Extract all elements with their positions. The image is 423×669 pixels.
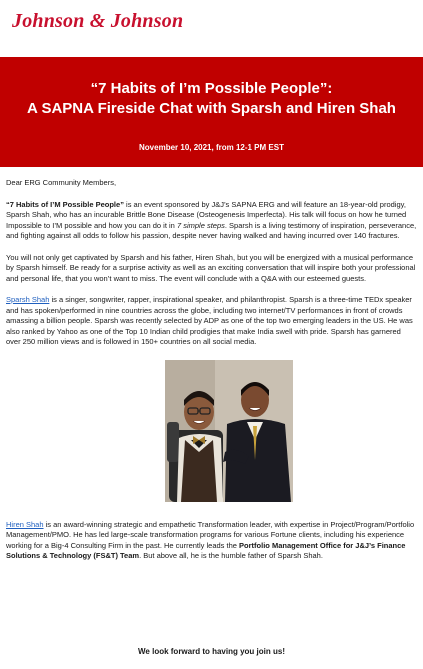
sparsh-bio-text: is a singer, songwriter, rapper, inspirational speaker, and philanthropist. Sparsh is a three-time TEDx speaker and has spoken/performed in nine countries across the globe, including two internet/TV performances in front of crowds amassing a billion people. Sparsh was recently selected by ADP as one of the top two emerging leaders in the US. He was also ranked by Yahoo as one of the Top 10 Indian child prodigies that make India swell with pride. Sparsh has garnered over 250 million views and is followed in 150+ countries on all social media. (6, 295, 413, 346)
event-banner (0, 57, 423, 167)
paragraph-hiren-bio (6, 520, 417, 562)
greeting: Dear ERG Community Members, (6, 178, 117, 187)
hiren-bio-text-1: is an award-winning strategic and empathetic Transformation leader, with expertise in Project/Program/Portfolio Management/PMO. He has led large-scale transformation programs for various Fortune clients, including his experience working for a Big-4 Consulting Firm in the past. He currently leads the (6, 519, 415, 550)
event-title-line1: “7 Habits of I’m Possible People”: (90, 80, 333, 97)
hiren-shah-link[interactable]: Hiren Shah (6, 519, 44, 529)
event-name-bold: “7 Habits of I’M Possible People” (6, 199, 124, 209)
paragraph-sparsh-bio (6, 295, 417, 348)
hiren-bio-bold: Portfolio Management Office for J&J’s Finance Solutions & Technology (FS&T) Team (6, 540, 406, 560)
speakers-photo (165, 360, 293, 502)
intro-text-2: . Sparsh is a living testimony of inspiration, perseverance, and fighting against all odds to follow his passion, despite never having walked and having incurred over 140 fractures. (6, 220, 417, 240)
speakers-photo-illustration (165, 360, 293, 502)
event-date: November 10, 2021, from 12-1 PM EST (139, 143, 284, 152)
paragraph-intro (6, 200, 417, 242)
johnson-and-johnson-logo: Johnson & Johnson (12, 10, 184, 32)
sparsh-shah-link[interactable]: Sparsh Shah (6, 295, 50, 304)
closing-line: We look forward to having you join us! (138, 647, 285, 656)
hiren-bio-text-2: . But above all, he is the humble father of Sparsh Shah. (139, 551, 323, 560)
intro-text-1: is an event sponsored by J&J’s SAPNA ERG and will feature an 18-year-old prodigy, Sparsh Shah, who has an incurable Brittle Bone Disease (Osteogenesis Imperfecta). His talk will focus on how he turned Impossible to I’M possible and how you can do it in (6, 199, 407, 230)
intro-italic: 7 simple steps (176, 220, 225, 230)
paragraph-captivated: You will not only get captivated by Sparsh and his father, Hiren Shah, but you will be energized with a musical performance by Sparsh himself. Be ready for a surprise activity as well as an exciting conversation that will inspire both your professional and personal life, that you won’t want to miss. The event will conclude with a Q&A with our esteemed guests. (6, 252, 416, 283)
email-body (6, 178, 417, 573)
event-title-line2: A SAPNA Fireside Chat with Sparsh and Hiren Shah (27, 100, 396, 117)
